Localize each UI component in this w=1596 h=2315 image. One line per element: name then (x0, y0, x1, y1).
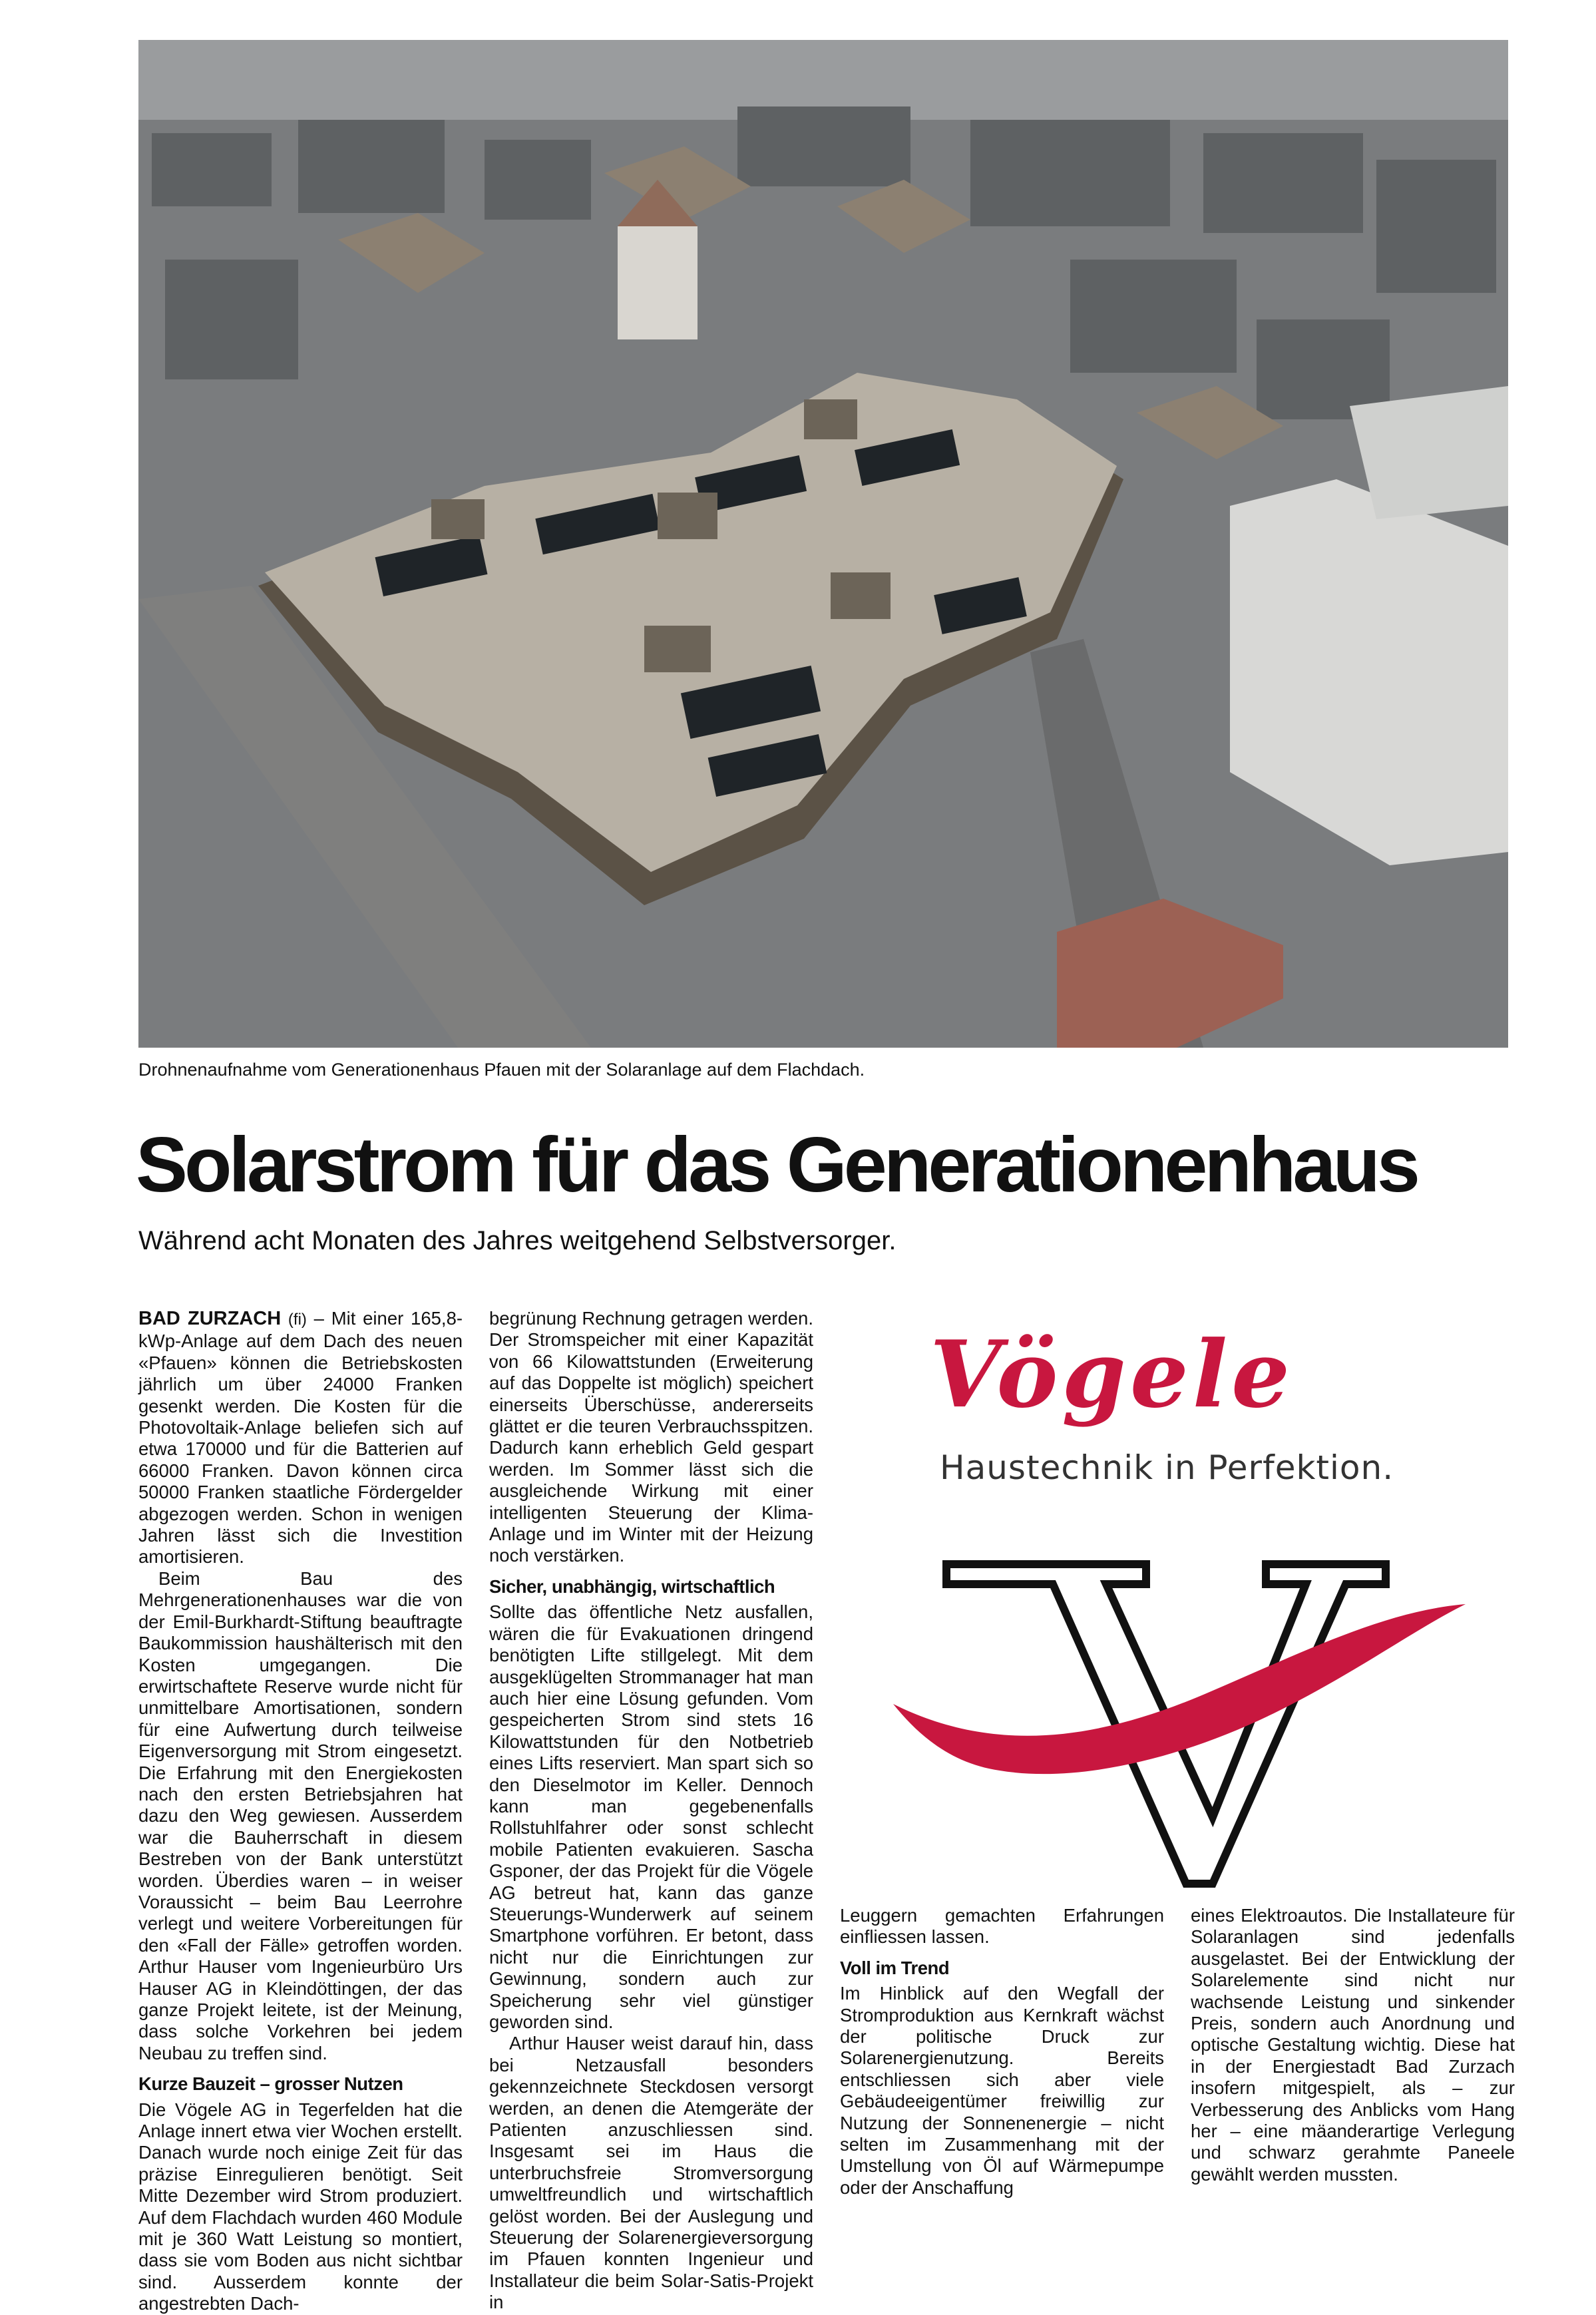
article-paragraph: begrünung Rechnung getragen werden. Der Stromspeicher mit einer Kapazität von 66 Kilowattstunden (Erweiterung auf das Doppelte ist möglich) speichert einerseits Überschüsse, andererseits glättet er die teuren Verbrauchsspitzen. Dadurch kann erheblich Geld gespart werden. Im Sommer lässt sich die ausgleichende Wirkung mit einer intelligenten Steuerung der Klima-Anlage und im Winter mit der Heizung noch verstärken. (489, 1308, 813, 1566)
article-paragraph: Sollte das öffentliche Netz ausfallen, wären die für Evakuationen dringend benötigten Lifte stillgelegt. Mit dem ausgeklügelten Strommanager hat man auch hier eine Lösung gefunden. Vom gespeicherten Strom sind stets 16 Kilowattstunden für den Notbetrieb eines Lifts reserviert. Man spart sich so den Dieselmotor im Keller. Dennoch kann man gegebenenfalls Rollstuhlfahrer oder sonst schlecht mobile Patienten evakuieren. Sascha Gsponer, der das Projekt für die Vögele AG betreut hat, kann das ganze Steuerungs-Wunderwerk auf seinem Smartphone vorführen. Er betont, dass nicht nur die Einrichtungen zur Gewinnung, sondern auch zur Speicherung sehr viel günstiger geworden sind. (489, 1601, 813, 2032)
photo-caption: Drohnenaufnahme vom Generationenhaus Pfauen mit der Solaranlage auf dem Flachdach. (138, 1060, 865, 1080)
article-paragraph: Leuggern gemachten Erfahrungen einfliessen lassen. (840, 1905, 1164, 1948)
paragraph-text: – Mit einer 165,8-kWp-Anlage auf dem Dach des neuen «Pfauen» können die Betriebskosten jährlich um über 24000 Franken gesenkt werden. Die Kosten für die Photovoltaik-Anlage beliefen sich auf etwa 170000 und für die Batterien auf 66000 Franken. Davon können circa 50000 Franken staatliche Fördergelder abgezogen werden. Schon in wenigen Jahren lässt sich die Investition amortisieren. (138, 1308, 463, 1568)
article-headline: Solarstrom für das Generationenhaus (136, 1121, 1418, 1208)
article-column-1 (138, 1308, 463, 2315)
article-paragraph (138, 1308, 463, 1568)
subheading-kurze-bauzeit: Kurze Bauzeit – grosser Nutzen (138, 2073, 403, 2095)
article-subline: Während acht Monaten des Jahres weitgehend Selbstversorger. (138, 1226, 897, 1255)
ad-brand-name: Vögele (930, 1320, 1294, 1428)
dateline: BAD ZURZACH (138, 1308, 282, 1329)
article-paragraph: Die Vögele AG in Tegerfelden hat die Anlage innert etwa vier Wochen erstellt. Danach wurde noch einige Zeit für das präzise Einregulieren benötigt. Seit Mitte Dezember wird Strom produziert. Auf dem Flachdach wurden 460 Module mit je 360 Watt Leistung so montiert, dass sie vom Boden aus nicht sichtbar sind. Ausserdem konnte der angestrebten Dach- (138, 2099, 463, 2314)
article-column-4 (1191, 1905, 1515, 2185)
aerial-photo (138, 40, 1508, 1048)
subheading-voll-im-trend: Voll im Trend (840, 1957, 950, 1978)
voegele-advertisement (840, 1318, 1508, 1890)
article-column-3 (840, 1905, 1164, 2199)
ad-slogan: Haustechnik in Perfektion. (940, 1448, 1394, 1487)
article-paragraph: Im Hinblick auf den Wegfall der Stromproduktion aus Kernkraft wächst der politische Druck zur Solarenergienutzung. Bereits entschliessen sich aber viele Gebäudeeigentümer freiwillig zur Nutzung der Sonnenenergie – nicht selten im Zusammenhang mit der Umstellung von Öl auf Wärmepumpe oder der Anschaffung (840, 1983, 1164, 2198)
subheading-sicher: Sicher, unabhängig, wirtschaftlich (489, 1576, 775, 1597)
voegele-v-logo-icon (867, 1538, 1479, 1897)
article-paragraph: Arthur Hauser weist darauf hin, dass bei Netzausfall besonders gekennzeichnete Steckdosen versorgt werden, an denen die Atemgeräte der Patienten anzuschliessen sind. Insgesamt sei im Haus die unterbruchsfreie Stromversorgung umweltfreundlich und wirtschaftlich gelöst worden. Bei der Auslegung und Steuerung der Solarenergieversorgung im Pfauen konnten Ingenieur und Installateur die beim Solar-Satis-Projekt in (489, 2033, 813, 2313)
dateline-source: (fi) (288, 1311, 307, 1329)
aerial-photo-icon (138, 40, 1508, 1048)
article-column-2 (489, 1308, 813, 2314)
article-paragraph: eines Elektroautos. Die Installateure für Solaranlagen sind jedenfalls ausgelastet. Bei der Entwicklung der Solarelemente sind nicht nur wachsende Leistung und sinkender Preis, sondern auch Anordnung und optische Gestaltung wichtig. Diese hat in der Energiestadt Bad Zurzach insofern mitgespielt, als – zur Verbesserung des Anblicks vom Hang her – eine mäanderartige Verlegung und schwarz gerahmte Paneele gewählt werden mussten. (1191, 1905, 1515, 2185)
article-paragraph: Beim Bau des Mehrgenerationenhauses war die von der Emil-Burkhardt-Stiftung beauftragte Baukommission haushälterisch mit den Kosten umgegangen. Die erwirtschaftete Reserve wurde nicht für unmittelbare Amortisationen, sondern für eine Aufwertung durch teilweise Eigenversorgung mit Strom eingesetzt. Die Erfahrung mit den Energiekosten nach den ersten Betriebsjahren hat dazu den Weg gewiesen. Ausserdem war die Bauherrschaft in diesem Bestreben von der Bank unterstützt worden. Überdies waren – in weiser Voraussicht – beim Bau Leerrohre verlegt und weitere Vorbereitungen für den «Fall der Fälle» getroffen worden. Arthur Hauser vom Ingenieurbüro Urs Hauser AG in Kleindöttingen, der das ganze Projekt leitete, ist der Meinung, dass solche Vorkehren bei jedem Neubau zu treffen sind. (138, 1568, 463, 2063)
